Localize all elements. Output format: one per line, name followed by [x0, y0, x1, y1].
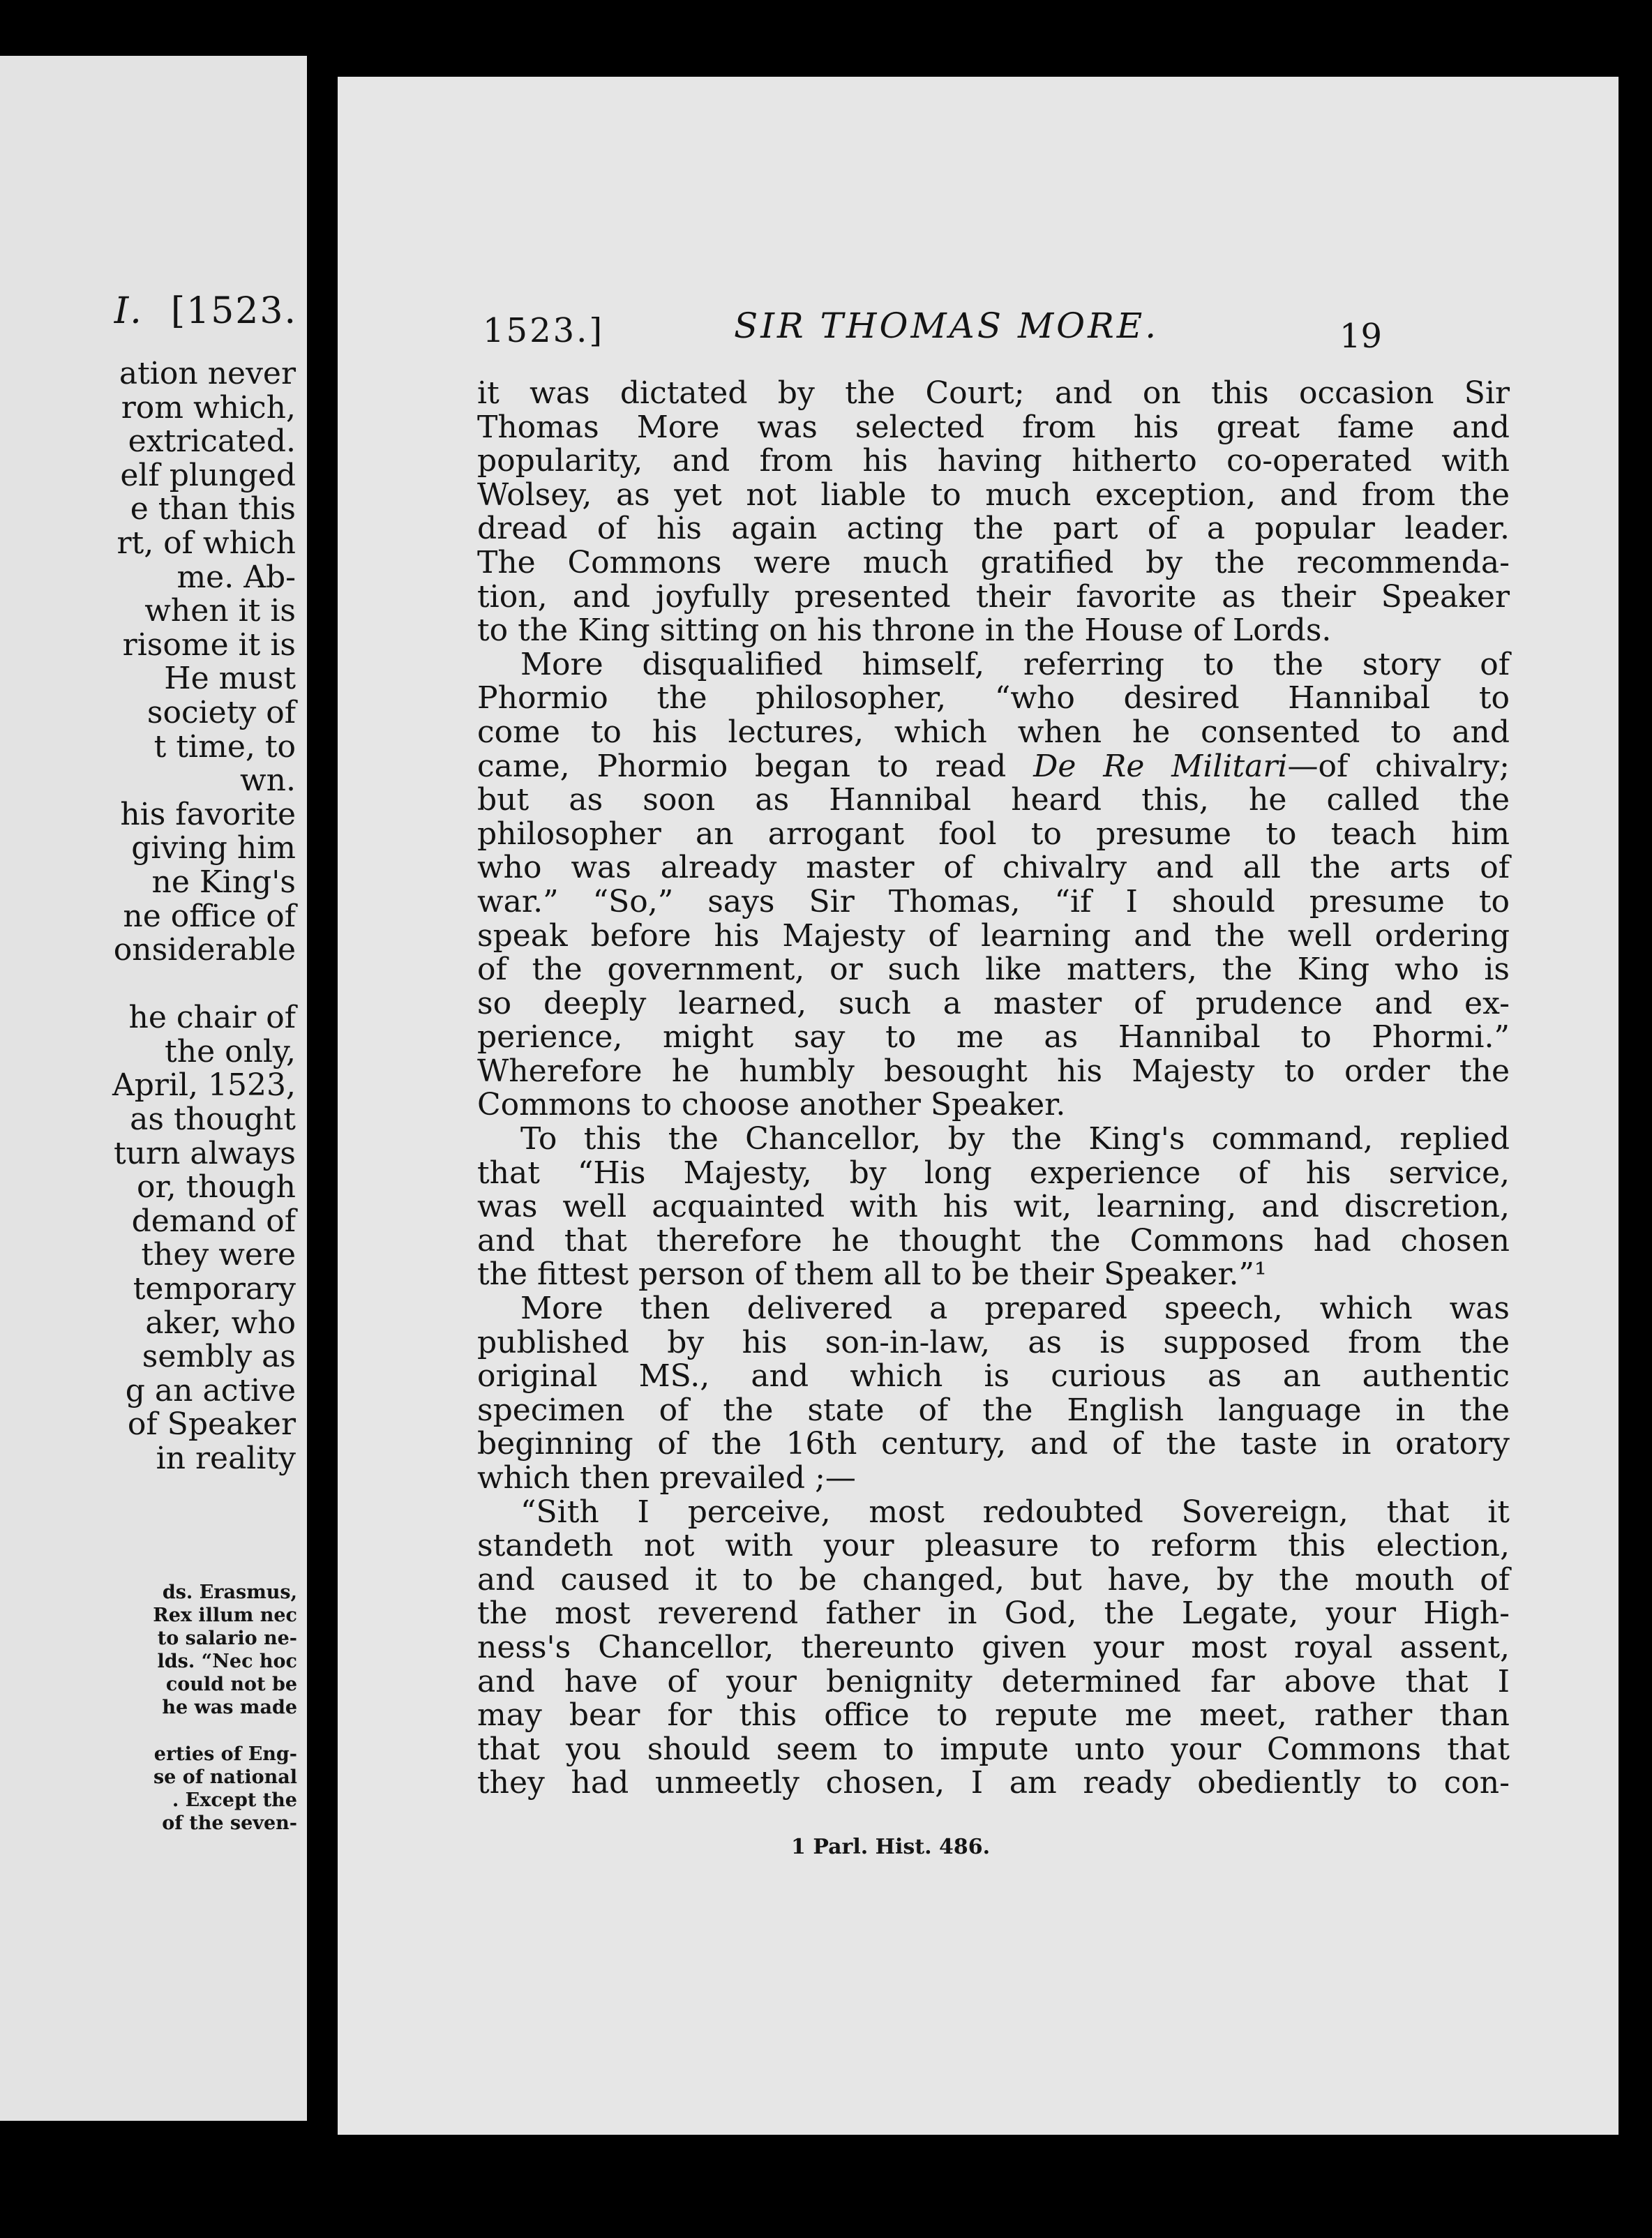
left-note: . Except the: [172, 1789, 297, 1811]
left-line: risome it is: [122, 626, 296, 663]
left-line: in reality: [156, 1441, 296, 1476]
left-note: erties of Eng-: [153, 1743, 297, 1765]
left-page-footnotes: [153, 1581, 297, 1835]
left-header-year: [1523.: [170, 290, 297, 332]
left-line: temporary: [133, 1271, 296, 1307]
left-line: ne King's: [151, 864, 296, 900]
text-line: To this the Chancellor, by the King's command, replied: [520, 1121, 1510, 1157]
text-line: perience, might say to me as Hannibal to Phormi.”: [477, 1019, 1510, 1056]
left-page: [0, 56, 307, 2121]
text-line: The Commons were much gratified by the recommenda-: [477, 544, 1510, 580]
text-line: come to his lectures, which when he consented to and: [477, 714, 1510, 750]
left-line: April, 1523,: [112, 1067, 296, 1104]
left-line: demand of: [131, 1203, 296, 1239]
text-line: of the government, or such like matters, the King who is: [477, 952, 1510, 988]
left-line: he chair of: [128, 1000, 296, 1036]
left-line: [112, 968, 296, 1002]
left-line: society of: [147, 694, 296, 730]
body-text: [477, 377, 1510, 1801]
left-line: ation never: [119, 356, 296, 391]
text-line: original MS., and which is curious as an authentic: [477, 1358, 1510, 1395]
left-line: rom which,: [121, 389, 296, 426]
left-note: se of national: [153, 1766, 297, 1788]
text-line: specimen of the state of the English language in the: [477, 1392, 1510, 1428]
text-line: it was dictated by the Court; and on this occasion Sir: [477, 375, 1510, 411]
text-line: dread of his again acting the part of a popular leader.: [477, 511, 1510, 547]
text-line: and have of your benignity determined far above that I: [477, 1663, 1510, 1699]
text-line: the most reverend father in God, the Legate, your High-: [477, 1595, 1510, 1632]
text-line: the fittest person of them all to be their Speaker.”¹: [477, 1256, 1267, 1293]
text-line: to the King sitting on his throne in the House of Lords.: [477, 613, 1332, 649]
left-header-fragment: I.: [114, 290, 143, 332]
running-head-date: 1523.]: [483, 311, 605, 350]
left-line: turn always: [113, 1135, 296, 1171]
text-line: Wherefore he humbly besought his Majesty to order the: [477, 1053, 1510, 1089]
left-line: of Speaker: [127, 1406, 296, 1443]
text-line: so deeply learned, such a master of prudence and ex-: [477, 985, 1510, 1021]
text-line: may bear for this office to repute me meet, rather than: [477, 1697, 1510, 1734]
left-line: his favorite: [120, 796, 296, 832]
main-page: [338, 77, 1619, 2135]
text-line: tion, and joyfully presented their favorite as their Speaker: [477, 578, 1510, 615]
left-line: the only,: [165, 1033, 296, 1069]
text-line: which then prevailed ;—: [477, 1460, 856, 1496]
left-note: of the seven-: [162, 1812, 297, 1834]
text-line: standeth not with your pleasure to reform this election,: [477, 1528, 1510, 1564]
left-note: Rex illum nec: [153, 1605, 297, 1626]
left-note: lds. “Nec hoc: [157, 1651, 297, 1672]
left-note: to salario ne-: [157, 1628, 297, 1649]
text-line: they had unmeetly chosen, I am ready obediently to con-: [477, 1765, 1510, 1801]
text-line: beginning of the 16th century, and of the taste in oratory: [477, 1426, 1510, 1462]
left-line: onsiderable: [113, 932, 296, 968]
left-line: sembly as: [142, 1339, 296, 1375]
left-line: when it is: [144, 593, 296, 629]
text-line: More disqualified himself, referring to the story of: [520, 646, 1510, 682]
text-line: war.” “So,” says Sir Thomas, “if I should presume to: [477, 883, 1510, 919]
left-line: me. Ab-: [177, 559, 296, 595]
text-line: came, Phormio began to read De Re Militari—of chivalry;: [477, 748, 1510, 784]
left-note: could not be: [165, 1674, 297, 1695]
left-page-header: [114, 290, 297, 332]
left-line: as thought: [130, 1102, 296, 1138]
running-head-title: SIR THOMAS MORE.: [734, 306, 1159, 346]
left-note: ds. Erasmus,: [162, 1582, 297, 1603]
left-line: t time, to: [153, 728, 296, 765]
left-page-text: [112, 357, 296, 1476]
left-note: he was made: [162, 1697, 297, 1718]
text-line: who was already master of chivalry and all the arts of: [477, 850, 1510, 886]
text-line: “Sith I perceive, most redoubted Sovereign, that it: [520, 1494, 1510, 1530]
text-line: ness's Chancellor, thereunto given your most royal assent,: [477, 1629, 1510, 1665]
text-line: popularity, and from his having hitherto co-operated with: [477, 443, 1510, 479]
text-line: and caused it to be changed, but have, by the mouth of: [477, 1561, 1510, 1598]
page-number: 19: [1339, 317, 1383, 356]
text-line: More then delivered a prepared speech, which was: [520, 1291, 1510, 1327]
left-line: rt, of which: [117, 525, 296, 561]
left-line: extricated.: [128, 423, 296, 460]
text-line: and that therefore he thought the Commons had chosen: [477, 1222, 1510, 1259]
text-line: published by his son-in-law, as is supposed from the: [477, 1324, 1510, 1360]
left-line: giving him: [131, 830, 296, 866]
text-line: but as soon as Hannibal heard this, he called the: [477, 782, 1510, 818]
left-line: e than this: [130, 491, 296, 527]
book-title: De Re Militari: [1033, 748, 1288, 784]
left-line: or, though: [136, 1169, 296, 1206]
left-line: wn.: [240, 763, 296, 799]
left-line: elf plunged: [120, 457, 296, 493]
text-line: that you should seem to impute unto your Commons that: [477, 1731, 1510, 1767]
left-line: they were: [141, 1237, 296, 1273]
footnote: 1 Parl. Hist. 486.: [791, 1835, 991, 1859]
text-line: was well acquainted with his wit, learning, and discretion,: [477, 1189, 1510, 1225]
text-line: that “His Majesty, by long experience of his service,: [477, 1155, 1510, 1191]
text-line: Thomas More was selected from his great fame and: [477, 409, 1510, 445]
text-line: Phormio the philosopher, “who desired Hannibal to: [477, 680, 1510, 716]
left-line: ne office of: [123, 898, 296, 934]
left-line: g an active: [125, 1372, 296, 1409]
left-line: aker, who: [145, 1305, 296, 1341]
text-line: philosopher an arrogant fool to presume to teach him: [477, 816, 1510, 852]
text-line: Commons to choose another Speaker.: [477, 1087, 1066, 1123]
text-line: Wolsey, as yet not liable to much exception, and from the: [477, 476, 1510, 513]
text-line: speak before his Majesty of learning and the well ordering: [477, 917, 1510, 954]
left-line: He must: [164, 661, 296, 697]
